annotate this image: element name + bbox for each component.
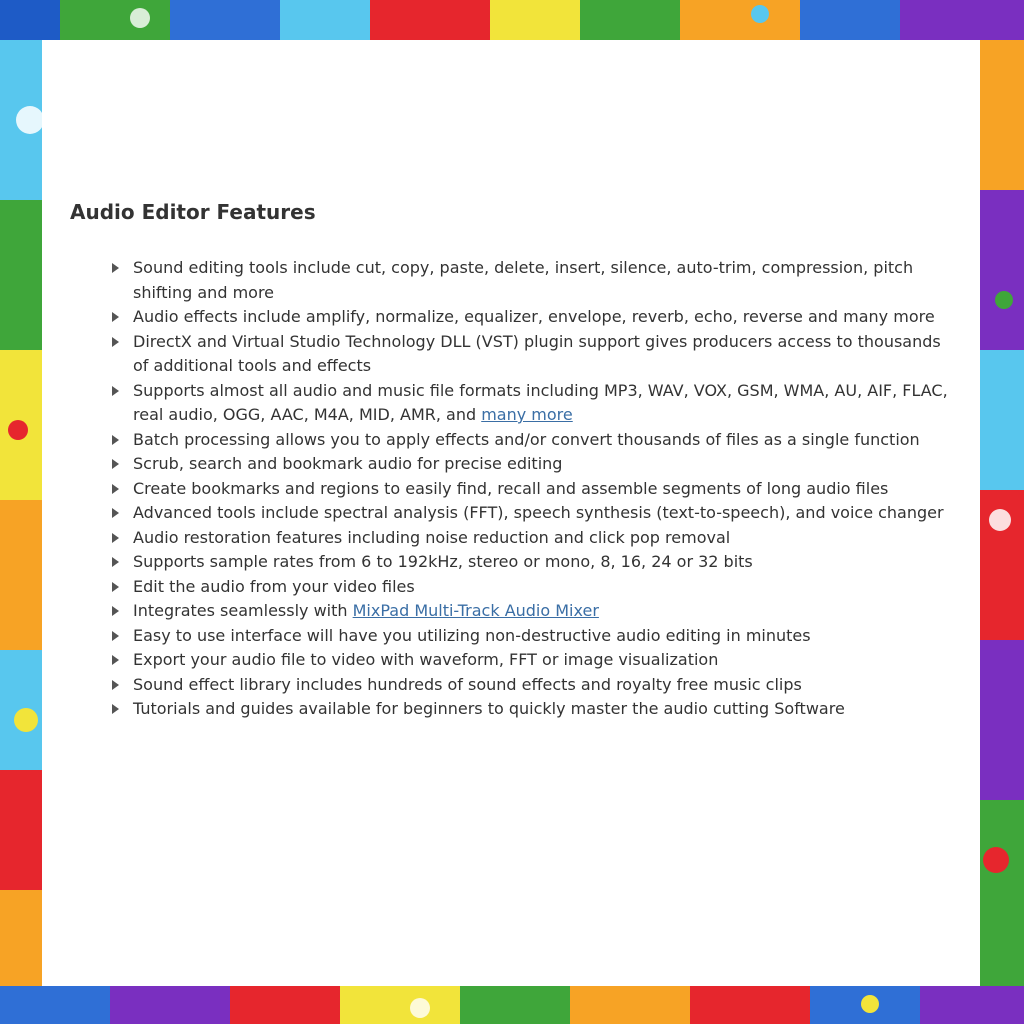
feature-text: Sound effect library includes hundreds of sound effects and royalty free music clips — [133, 674, 802, 694]
feature-text: Create bookmarks and regions to easily find, recall and assemble segments of long audio files — [133, 478, 889, 498]
triangle-bullet-icon — [112, 606, 119, 616]
feature-item — [108, 624, 958, 649]
feature-link[interactable]: MixPad Multi-Track Audio Mixer — [352, 601, 599, 620]
triangle-bullet-icon — [112, 263, 119, 273]
feature-item — [108, 599, 958, 624]
feature-text: Supports sample rates from 6 to 192kHz, stereo or mono, 8, 16, 24 or 32 bits — [133, 552, 753, 571]
triangle-bullet-icon — [112, 484, 119, 494]
feature-text: Audio restoration features including noise reduction and click pop removal — [133, 527, 731, 547]
feature-text: Edit the audio from your video files — [133, 576, 415, 596]
feature-text: Supports almost all audio and music file formats including MP3, WAV, VOX, GSM, WMA, AU, AIF, FLAC, real audio, OGG, AAC, M4A, MID, AMR, and — [133, 380, 948, 424]
feature-item — [108, 428, 958, 453]
section-heading: Audio Editor Features — [70, 200, 316, 224]
triangle-bullet-icon — [112, 582, 119, 592]
feature-text: Advanced tools include spectral analysis (FFT), speech synthesis (text-to-speech), and voice changer — [133, 503, 944, 522]
feature-text: Scrub, search and bookmark audio for precise editing — [133, 454, 563, 473]
triangle-bullet-icon — [112, 337, 119, 347]
feature-text: Tutorials and guides available for beginners to quickly master the audio cutting Software — [133, 699, 845, 718]
feature-text: Export your audio file to video with waveform, FFT or image visualization — [133, 650, 719, 669]
feature-item — [108, 501, 958, 526]
feature-text: Audio effects include amplify, normalize, equalizer, envelope, reverb, echo, reverse and many more — [133, 307, 935, 326]
triangle-bullet-icon — [112, 508, 119, 518]
feature-link[interactable]: many more — [481, 405, 573, 424]
triangle-bullet-icon — [112, 386, 119, 396]
feature-item — [108, 673, 958, 698]
triangle-bullet-icon — [112, 312, 119, 322]
feature-text: Easy to use interface will have you utilizing non-destructive audio editing in minutes — [133, 625, 811, 645]
feature-text: DirectX and Virtual Studio Technology DLL (VST) plugin support gives producers access to thousands of additional tools and effects — [133, 331, 941, 375]
feature-item — [108, 305, 958, 330]
triangle-bullet-icon — [112, 435, 119, 445]
triangle-bullet-icon — [112, 533, 119, 543]
feature-list — [108, 256, 958, 722]
feature-text: Integrates seamlessly with — [133, 601, 353, 620]
triangle-bullet-icon — [112, 655, 119, 665]
feature-item — [108, 477, 958, 502]
triangle-bullet-icon — [112, 704, 119, 714]
content-card — [42, 40, 980, 986]
feature-item — [108, 697, 958, 722]
triangle-bullet-icon — [112, 631, 119, 641]
feature-item — [108, 526, 958, 551]
triangle-bullet-icon — [112, 680, 119, 690]
feature-text: Sound editing tools include cut, copy, paste, delete, insert, silence, auto-trim, compression, pitch shifting and more — [133, 258, 914, 302]
feature-item — [108, 550, 958, 575]
feature-text: Batch processing allows you to apply effects and/or convert thousands of files as a single function — [133, 429, 920, 449]
feature-item — [108, 256, 958, 305]
triangle-bullet-icon — [112, 557, 119, 567]
triangle-bullet-icon — [112, 459, 119, 469]
feature-item — [108, 452, 958, 477]
feature-item — [108, 575, 958, 600]
feature-item — [108, 379, 958, 428]
feature-item — [108, 330, 958, 379]
feature-item — [108, 648, 958, 673]
